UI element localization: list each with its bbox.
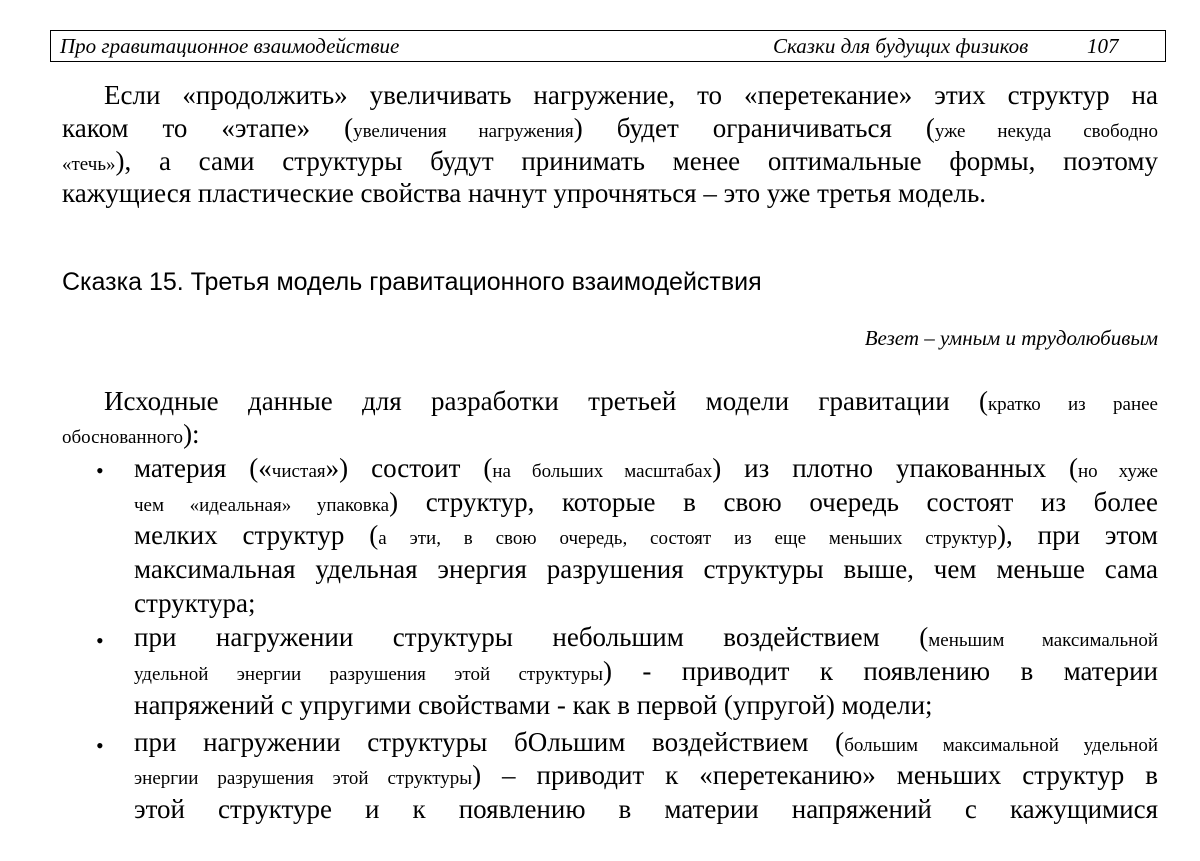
text-line <box>134 487 1158 518</box>
text-run: при нагружении структуры небольшим воздействием ( <box>134 622 929 652</box>
note-run: но хуже <box>1078 461 1158 482</box>
text-run: ») состоит ( <box>325 453 493 483</box>
header-section-title: Про гравитационное взаимодействие <box>60 34 400 58</box>
text-line <box>134 760 1158 791</box>
text-run: ) – приводит к «перетеканию» меньших структур в <box>472 760 1158 790</box>
text-run: материя (« <box>134 453 272 483</box>
text-run: ) из плотно упакованных ( <box>712 453 1079 483</box>
note-run: кратко из ранее <box>987 394 1158 415</box>
text-run: максимальная удельная энергия разрушения структуры выше, чем меньше сама <box>134 554 1158 584</box>
text-line <box>62 419 1158 450</box>
text-run: ), а сами структуры будут принимать менее оптимальные формы, поэтому <box>115 146 1158 176</box>
note-run: «течь» <box>62 154 116 175</box>
text-run: ), при этом <box>997 520 1158 550</box>
text-run: ): <box>183 419 200 449</box>
page-number: 107 <box>1087 34 1119 58</box>
epigraph: Везет – умным и трудолюбивым <box>864 326 1158 350</box>
note-run: большим максимальной удельной <box>844 735 1158 756</box>
text-line <box>134 554 1158 585</box>
note-run: обоснованного <box>62 427 184 448</box>
text-run: напряжений с упругими свойствами - как в первой (упругой) модели; <box>134 690 933 720</box>
text-line <box>62 146 1158 177</box>
bullet-icon: • <box>96 733 104 758</box>
note-run: удельной энергии разрушения этой структуры <box>134 664 604 685</box>
text-run: каком то «этапе» ( <box>62 113 354 143</box>
text-run: кажущиеся пластические свойства начнут упрочняться – это уже третья модель. <box>62 178 987 208</box>
note-run: уже некуда свободно <box>934 121 1158 142</box>
running-header <box>50 30 1166 62</box>
note-run: энергии разрушения этой структуры <box>134 768 473 789</box>
text-run: Если «продолжить» увеличивать нагружение, то «перетекание» этих структур на <box>104 80 1158 110</box>
text-line <box>134 690 1158 721</box>
header-book-title: Сказки для будущих физиков <box>773 34 1029 58</box>
text-line <box>134 622 1158 653</box>
text-run: ) будет ограничиваться ( <box>573 113 935 143</box>
text-run: этой структуре и к появлению в материи напряжений с кажущимися <box>134 794 1158 824</box>
text-line <box>134 453 1158 484</box>
text-line <box>134 727 1158 758</box>
note-run: увеличения нагружения <box>353 121 574 142</box>
section-heading: Сказка 15. Третья модель гравитационного взаимодействия <box>62 268 762 296</box>
note-run: меньшим максимальной <box>928 630 1158 651</box>
note-run: чистая <box>271 461 326 482</box>
text-line <box>62 80 1158 111</box>
text-run: структура; <box>134 588 256 618</box>
text-run: мелких структур ( <box>134 520 379 550</box>
text-run: при нагружении структуры бОльшим воздействием ( <box>134 727 845 757</box>
note-run: чем «идеальная» упаковка <box>134 495 390 516</box>
text-line <box>134 588 1158 619</box>
text-line <box>62 386 1158 417</box>
text-line <box>134 656 1158 687</box>
text-run: Исходные данные для разработки третьей модели гравитации ( <box>104 386 988 416</box>
text-line <box>134 520 1158 551</box>
text-line <box>62 178 1158 209</box>
text-run: ) структур, которые в свою очередь состоят из более <box>389 487 1158 517</box>
note-run: а эти, в свою очередь, состоят из еще меньших структур <box>378 528 998 549</box>
text-line <box>62 113 1158 144</box>
bullet-icon: • <box>96 458 104 483</box>
note-run: на больших масштабах <box>492 461 713 482</box>
text-line <box>134 794 1158 825</box>
text-run: ) - приводит к появлению в материи <box>603 656 1158 686</box>
bullet-icon: • <box>96 628 104 653</box>
